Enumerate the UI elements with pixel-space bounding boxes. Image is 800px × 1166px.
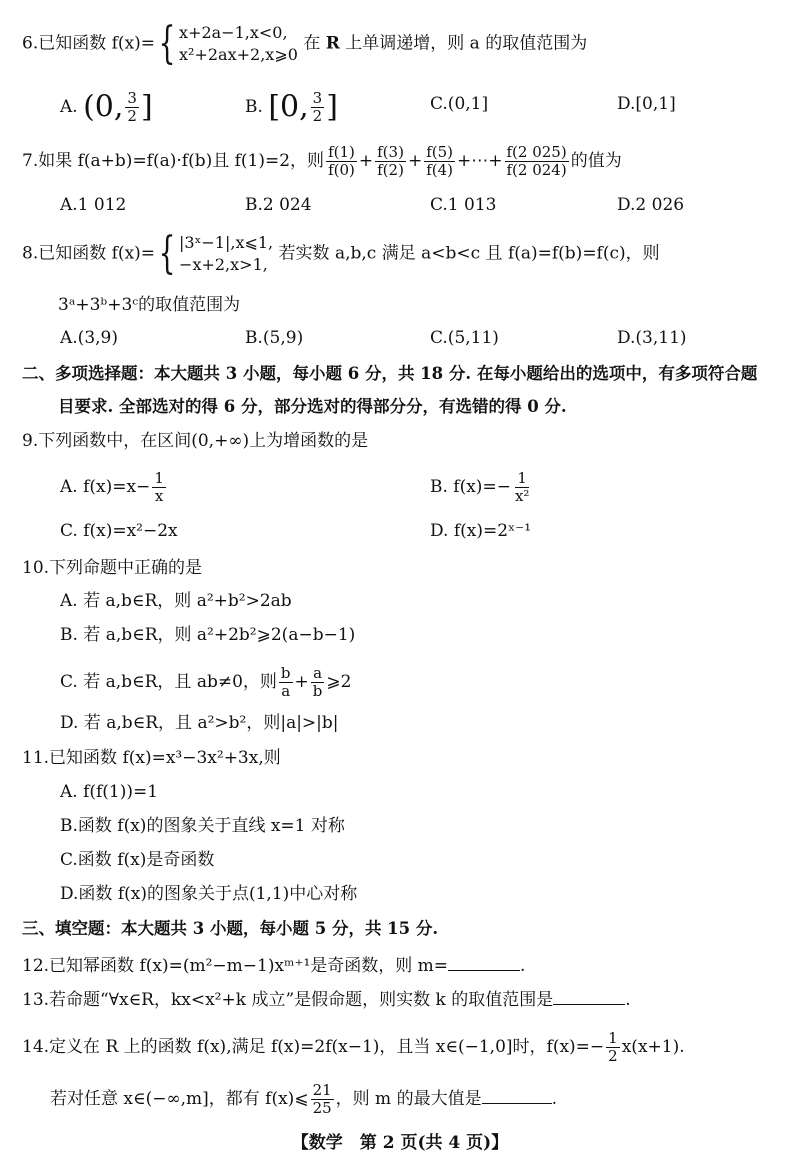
q7-frac-n bbox=[505, 144, 569, 179]
q6-a-den: 2 bbox=[127, 107, 137, 125]
q10-c-frac-1 bbox=[279, 665, 293, 700]
q8-text-b: 若实数 a,b,c 满足 a<b<c 且 f(a)=f(b)=f(c)，则 bbox=[278, 243, 660, 264]
q10-c-plus: + bbox=[294, 672, 309, 692]
page-footer: 【数学 第 2 页(共 4 页)】 bbox=[291, 1133, 509, 1153]
q9-option-c: C. f(x)=x²−2x bbox=[60, 521, 178, 541]
q6-option-d: D.[0,1] bbox=[617, 94, 676, 114]
q8-option-d: D.(3,11) bbox=[617, 328, 687, 348]
question-9-stem: 9.下列函数中，在区间(0,+∞)上为增函数的是 bbox=[22, 431, 369, 451]
q6-a-num: 3 bbox=[127, 89, 137, 107]
q6-piecewise bbox=[179, 22, 298, 66]
q7-text: 7.如果 f(a+b)=f(a)·f(b)且 f(1)=2，则 bbox=[22, 151, 325, 171]
q8-option-b: B.(5,9) bbox=[245, 328, 304, 348]
q8-option-a: A.(3,9) bbox=[60, 328, 118, 348]
q8-option-c: C.(5,11) bbox=[430, 328, 499, 348]
q7-frac-3 bbox=[424, 144, 455, 179]
q9-a-frac bbox=[152, 470, 166, 505]
q7-f3-num: f(3) bbox=[377, 143, 404, 161]
q8-piecewise bbox=[179, 232, 273, 276]
q6-b-frac bbox=[311, 90, 325, 125]
q14-num-2: 21 bbox=[312, 1081, 332, 1099]
q6-b-num: 3 bbox=[312, 89, 323, 107]
q6-a-right: ] bbox=[140, 89, 153, 125]
q14-answer-blank[interactable] bbox=[482, 1085, 552, 1104]
q9-a-num: 1 bbox=[154, 469, 164, 487]
question-8-stem bbox=[22, 228, 660, 279]
q6-text: 6.已知函数 bbox=[22, 33, 107, 54]
q6-text-b: 在 bbox=[303, 33, 321, 54]
q14-den-2: 25 bbox=[312, 1099, 332, 1117]
q14-tail: x(x+1). bbox=[621, 1037, 685, 1057]
q6-a-label: A. bbox=[60, 97, 78, 117]
q6-b-right: ] bbox=[326, 89, 338, 125]
q11-option-b: B.函数 f(x)的图象关于直线 x=1 对称 bbox=[60, 816, 345, 836]
q7-f1-den: f(0) bbox=[328, 161, 355, 179]
q12-end: . bbox=[520, 956, 526, 976]
q10-c-d2: b bbox=[312, 682, 323, 700]
q6-b-label: B. bbox=[245, 97, 263, 117]
q7-frac-2 bbox=[375, 144, 406, 179]
left-brace-icon: { bbox=[158, 228, 176, 279]
q6-option-a bbox=[60, 90, 153, 125]
q6-a-left: (0, bbox=[83, 89, 124, 125]
q9-a-text: A. f(x)=x− bbox=[60, 477, 151, 497]
q9-option-d: D. f(x)=2ˣ⁻¹ bbox=[430, 521, 532, 541]
q7-option-b: B.2 024 bbox=[245, 195, 312, 215]
q9-a-den: x bbox=[154, 487, 164, 505]
q10-c-tail: ⩾2 bbox=[326, 672, 352, 692]
q6-b-left: [0, bbox=[268, 89, 309, 125]
q7-f5-den: f(4) bbox=[426, 161, 453, 179]
q6-R: R bbox=[325, 33, 340, 54]
q7-option-d: D.2 026 bbox=[617, 195, 685, 215]
question-12-stem bbox=[22, 952, 525, 978]
section-2-heading: 二、多项选择题：本大题共 3 小题，每小题 6 分，共 18 分. 在每小题给出的选项中，有多项符合题 bbox=[22, 364, 758, 383]
q9-b-den: x² bbox=[514, 487, 530, 505]
q8-piece-2: −x+2,x>1, bbox=[179, 255, 268, 274]
q9-b-frac bbox=[513, 470, 531, 505]
q10-c-n2: a bbox=[313, 664, 323, 682]
q13-text: 13.若命题“∀x∈R，kx<x²+k 成立”是假命题，则实数 k 的取值范围是 bbox=[22, 990, 554, 1010]
question-10-stem: 10.下列命题中正确的是 bbox=[22, 558, 203, 578]
q9-b-num: 1 bbox=[517, 469, 527, 487]
q13-answer-blank[interactable] bbox=[553, 986, 625, 1005]
q14-line2-pre: 若对任意 x∈(−∞,m]，都有 f(x)⩽ bbox=[50, 1089, 309, 1109]
q8-piece-1: |3ˣ−1|,x⩽1, bbox=[179, 233, 274, 252]
q12-answer-blank[interactable] bbox=[448, 952, 520, 971]
q10-option-b: B. 若 a,b∈R，则 a²+2b²⩾2(a−b−1) bbox=[60, 625, 356, 645]
q10-option-a: A. 若 a,b∈R，则 a²+b²>2ab bbox=[60, 591, 292, 611]
section-2-heading-line2: 目要求. 全部选对的得 6 分，部分选对的得部分分，有选错的得 0 分. bbox=[58, 397, 567, 416]
q7-dots: +⋯+ bbox=[457, 151, 503, 171]
q11-option-d: D.函数 f(x)的图象关于点(1,1)中心对称 bbox=[60, 884, 358, 904]
q7-f3-den: f(2) bbox=[377, 161, 404, 179]
q8-fx: f(x)= bbox=[111, 243, 156, 264]
q6-piece-1: x+2a−1,x<0, bbox=[179, 23, 288, 42]
q14-frac bbox=[606, 1030, 620, 1065]
q7-option-c: C.1 013 bbox=[430, 195, 497, 215]
question-13-stem bbox=[22, 986, 631, 1012]
q10-c-d1: a bbox=[281, 682, 291, 700]
question-14-stem bbox=[22, 1030, 685, 1065]
q7-plus: + bbox=[358, 151, 374, 171]
q14-text: 14.定义在 R 上的函数 f(x),满足 f(x)=2f(x−1)，且当 x∈(−1,0]时，f(x)=− bbox=[22, 1037, 605, 1057]
q14-frac-2 bbox=[311, 1082, 334, 1117]
q11-option-c: C.函数 f(x)是奇函数 bbox=[60, 850, 215, 870]
q10-option-d: D. 若 a,b∈R，且 a²>b²，则|a|>|b| bbox=[60, 713, 339, 733]
q7-fn-num: f(2 025) bbox=[506, 143, 567, 161]
q12-text: 12.已知幂函数 f(x)=(m²−m−1)xᵐ⁺¹是奇函数，则 m= bbox=[22, 956, 449, 976]
q14-num: 1 bbox=[608, 1029, 618, 1047]
q10-c-n1: b bbox=[280, 664, 291, 682]
q6-a-frac bbox=[125, 90, 139, 125]
q7-option-a: A.1 012 bbox=[60, 195, 127, 215]
q14-den: 2 bbox=[608, 1047, 618, 1065]
q7-plus: + bbox=[407, 151, 423, 171]
q10-c-frac-2 bbox=[311, 665, 325, 700]
q10-option-c bbox=[60, 665, 351, 700]
question-11-stem: 11.已知函数 f(x)=x³−3x²+3x,则 bbox=[22, 748, 281, 768]
section-3-heading: 三、填空题：本大题共 3 小题，每小题 5 分，共 15 分. bbox=[22, 919, 439, 938]
q6-piece-2: x²+2ax+2,x⩾0 bbox=[179, 45, 298, 64]
q6-option-b bbox=[245, 90, 338, 125]
q9-option-b bbox=[430, 470, 533, 505]
question-6-stem bbox=[22, 18, 588, 69]
q7-frac-1 bbox=[326, 144, 357, 179]
q9-option-a bbox=[60, 470, 168, 505]
q13-end: . bbox=[625, 990, 631, 1010]
q14-line-2 bbox=[50, 1082, 557, 1117]
q8-text: 8.已知函数 bbox=[22, 243, 107, 264]
q7-f5-num: f(5) bbox=[426, 143, 453, 161]
q14-end: . bbox=[551, 1089, 557, 1109]
question-7-stem bbox=[22, 144, 622, 179]
q14-line2-post: ，则 m 的最大值是 bbox=[335, 1089, 482, 1109]
q6-text-c: 上单调递增，则 a 的取值范围为 bbox=[345, 33, 588, 54]
q8-stem-line2: 3ᵃ+3ᵇ+3ᶜ的取值范围为 bbox=[58, 295, 241, 315]
q6-b-den: 2 bbox=[312, 107, 323, 125]
q7-f1-num: f(1) bbox=[328, 143, 355, 161]
q7-fn-den: f(2 024) bbox=[506, 161, 567, 179]
q6-fx: f(x)= bbox=[111, 33, 156, 54]
q11-option-a: A. f(f(1))=1 bbox=[60, 782, 159, 802]
q6-option-c: C.(0,1] bbox=[430, 94, 489, 114]
q9-b-text: B. f(x)=− bbox=[430, 477, 511, 497]
q10-c-text: C. 若 a,b∈R，且 ab≠0，则 bbox=[60, 672, 277, 692]
left-brace-icon: { bbox=[158, 18, 176, 69]
q7-tail: 的值为 bbox=[570, 151, 622, 171]
